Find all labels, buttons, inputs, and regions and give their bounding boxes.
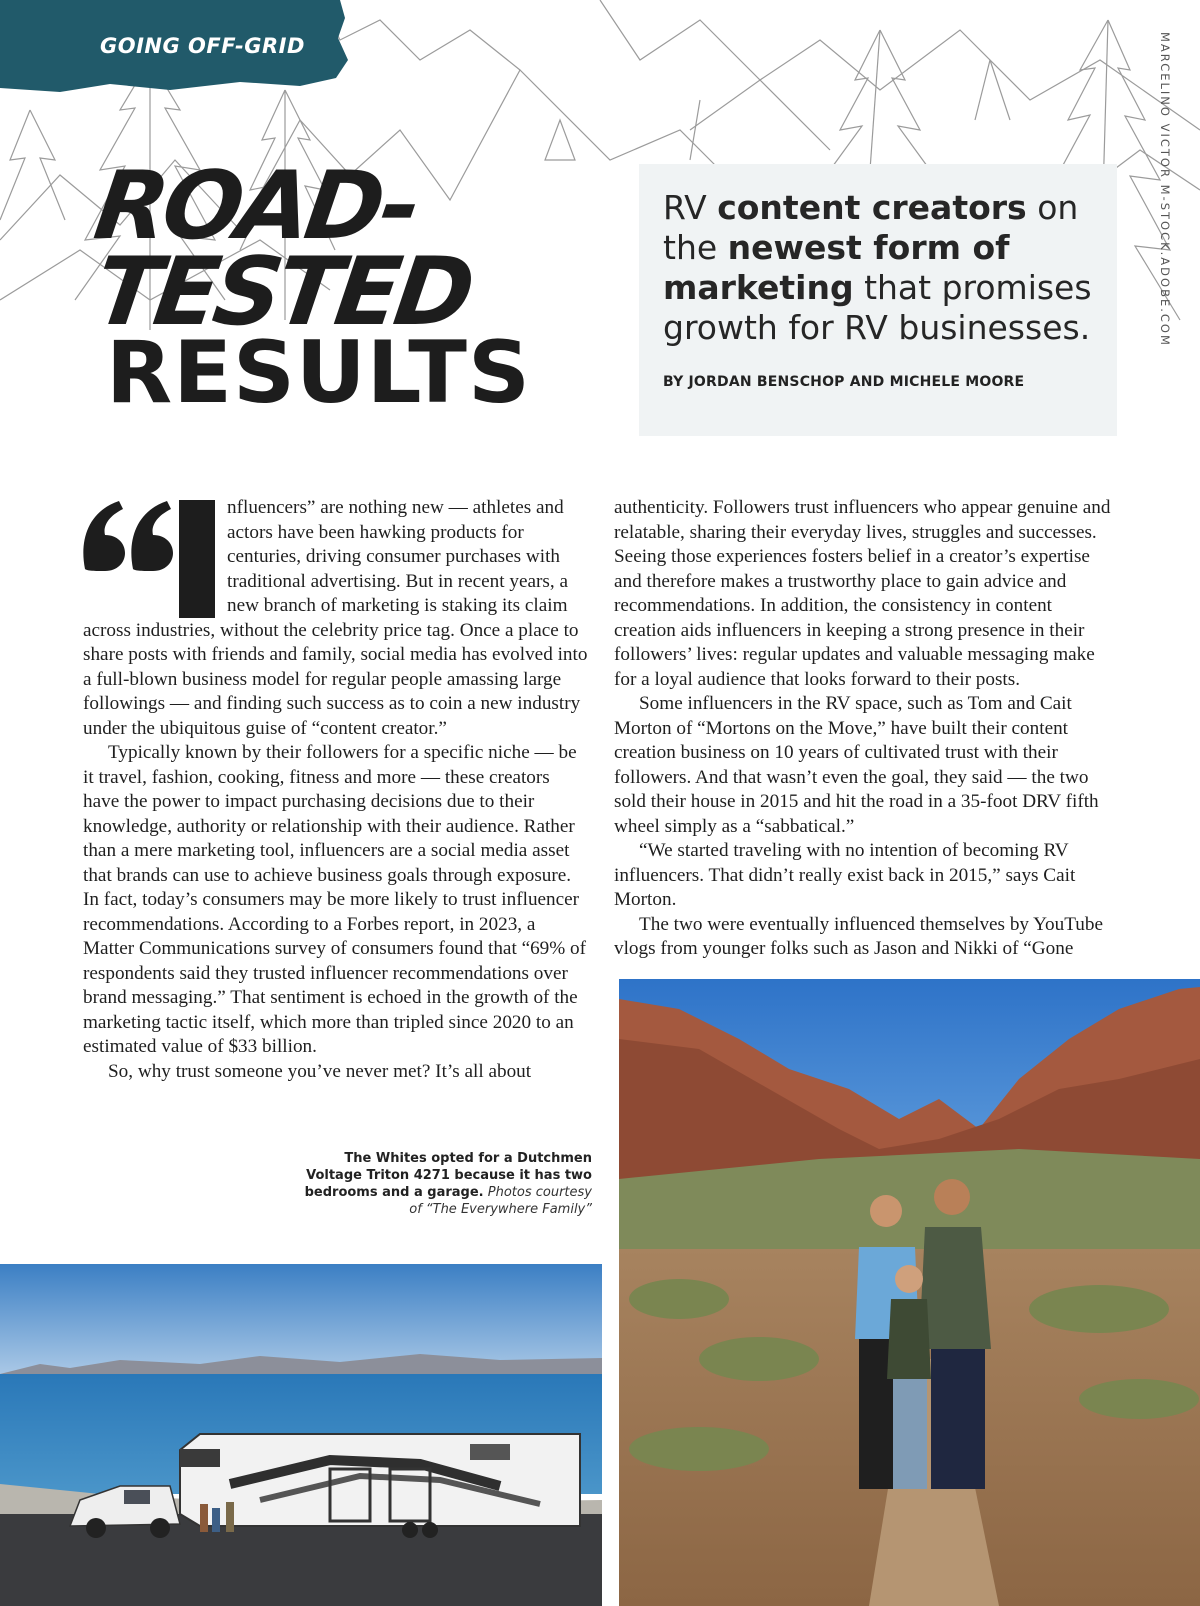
open-quote-icon [81, 499, 175, 571]
rv-lake-photo [0, 1264, 602, 1606]
article-column-left [83, 496, 588, 1084]
section-tag: GOING OFF-GRID [100, 34, 305, 58]
title-line-1: ROAD- [88, 152, 423, 261]
deck-text-2: on the [663, 188, 1079, 267]
title-line-3: RESULTS [106, 323, 531, 423]
photo-credit: MARCELINO VICTOR M-STOCK.ADOBE.COM [1158, 32, 1172, 347]
paragraph: The two were eventually influenced themselves by YouTube vlogs from younger folks such as Jason and Nikki of “Gone [614, 913, 1103, 959]
drop-cap-i [179, 500, 215, 618]
paragraph: authenticity. Followers trust influencers who appear genuine and relatable, sharing their everyday lives, struggles and successes. Seeing those experiences fosters belief in a creator’s expertise and therefore makes a trustworthy place to gain advice and recommendations. In addition, the consistency in content creation aids influencers in keeping a strong presence in their followers’ lives: regular updates and valuable messaging make for a loyal audience that looks forward to their posts. [614, 497, 1111, 690]
paragraph: Some influencers in the RV space, such as Tom and Cait Morton of “Mortons on the Move,” have built their content creation business on 10 years of cultivated trust with their followers. And that wasn’t even the goal, they said — the two sold their house in 2015 and hit the road in a 35-foot DRV fifth wheel simply as a “sabbatical.” [614, 693, 1099, 837]
title-line-2: TESTED [88, 238, 477, 347]
deck-bold-2: newest form of marketing [663, 228, 1010, 307]
paragraph: nfluencers” are nothing new — athletes and actors have been hawking products for centuries, driving consumer purchases with traditional advertising. But in recent years, a new branch of marketing is staking its claim across industries, without the celebrity price tag. Once a place to share posts with friends and family, social media has evolved into a full-blown business model for regular people amassing large followings — and finding such success as to coin a new industry under the ubiquitous guise of “content creator.” [83, 497, 588, 739]
caption-credit: Photos courtesy of “The Everywhere Family” [409, 1185, 592, 1217]
family-desert-photo [619, 979, 1200, 1606]
deck [663, 188, 1093, 348]
byline: BY JORDAN BENSCHOP AND MICHELE MOORE [663, 374, 1025, 390]
deck-text-1: RV [663, 188, 718, 227]
deck-box [639, 164, 1117, 436]
deck-bold-1: content creators [717, 188, 1027, 227]
caption-text: The Whites opted for a Dutchmen Voltage Triton 4271 because it has two bedrooms and a garage. [304, 1151, 592, 1200]
paragraph: Typically known by their followers for a specific niche — be it travel, fashion, cooking, fitness and more — these creators have the power to impact purchasing decisions due to their knowledge, authority or relationship with their audience. Rather than a mere marketing tool, influencers are a social media asset that brands can use to achieve business goals through exposure. In fact, today’s consumers may be more likely to trust influencer recommendations. According to a Forbes report, in 2023, a Matter Communications survey of consumers found that “69% of respondents said they trusted influencer recommendations over brand messaging.” That sentiment is echoed in the growth of the marketing tactic itself, which more than tripled since 2020 to an estimated value of $33 billion. [83, 742, 587, 1057]
paragraph: So, why trust someone you’ve never met? It’s all about [108, 1060, 532, 1082]
deck-text-3: that promises growth for RV businesses. [663, 268, 1092, 347]
photo-caption [288, 1150, 592, 1218]
paragraph: “We started traveling with no intention of becoming RV influencers. That didn’t really exist back in 2015,” says Cait Morton. [614, 840, 1076, 910]
article-column-right [614, 496, 1114, 962]
